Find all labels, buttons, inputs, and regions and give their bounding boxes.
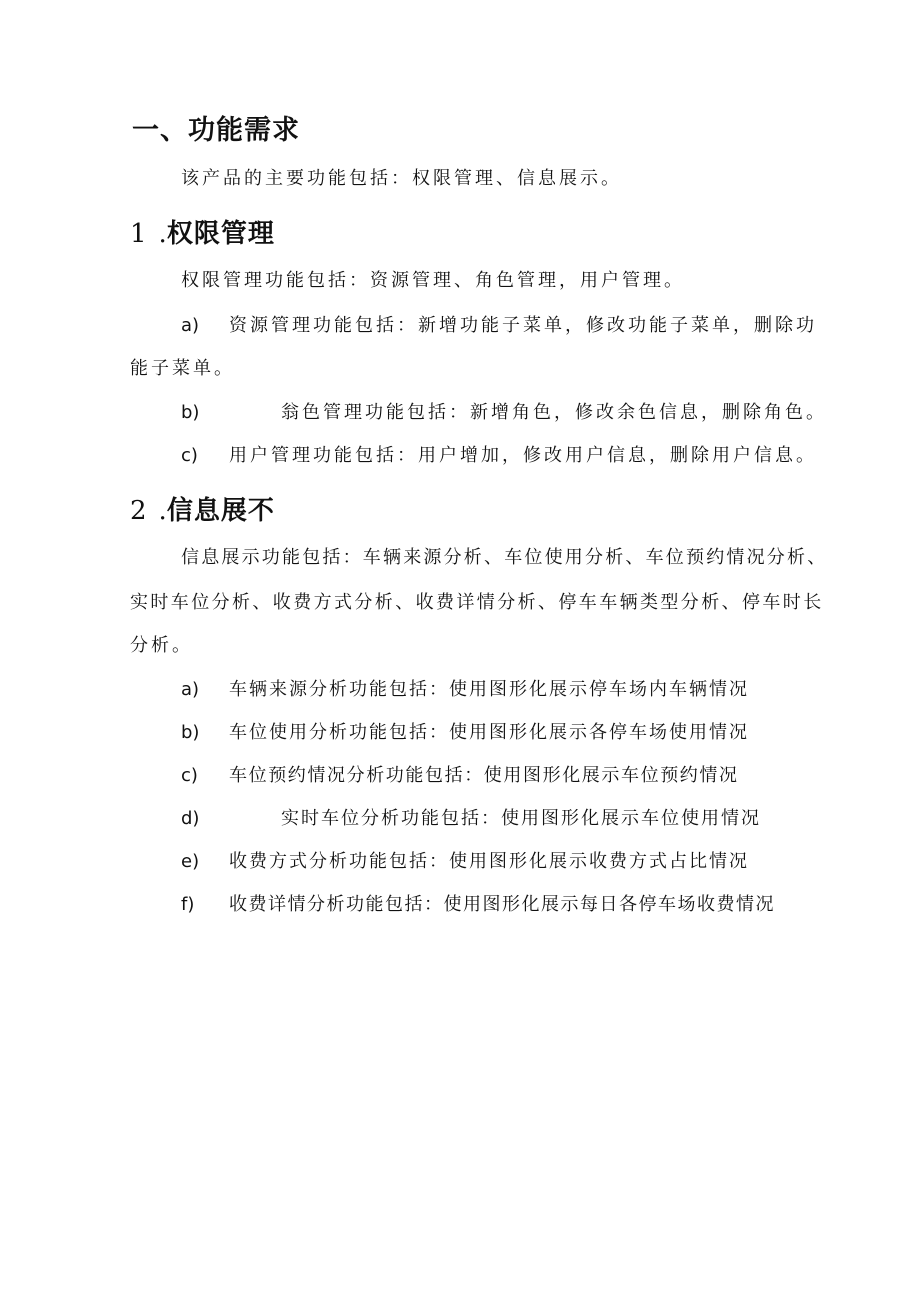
info-intro-line: 分析。	[130, 635, 193, 656]
permission-item-text: 用户管理功能包括：用户增加，修改用户信息，删除用户信息。	[229, 445, 817, 466]
info-item-marker: f)	[181, 894, 195, 915]
info-item-marker: e)	[181, 851, 200, 872]
info-item-marker: d)	[181, 808, 200, 829]
info-heading	[130, 498, 275, 524]
permission-heading-text: 权限管理	[166, 219, 275, 249]
permission-item-marker: b)	[181, 402, 200, 423]
info-item-text: 收费方式分析功能包括：使用图形化展示收费方式占比情况	[229, 851, 749, 872]
info-item-marker: c)	[181, 765, 198, 786]
permission-item-continuation: 能子菜单。	[130, 358, 235, 379]
info-item-text: 车辆来源分析功能包括：使用图形化展示停车场内车辆情况	[229, 679, 749, 700]
permission-heading-dot: .	[158, 219, 167, 249]
permission-intro: 权限管理功能包括：资源管理、角色管理，用户管理。	[181, 270, 685, 291]
permission-item-marker: c)	[181, 445, 198, 466]
permission-item-marker: a)	[181, 315, 200, 336]
permission-item-text: 资源管理功能包括：新增功能子菜单，修改功能子菜单，删除功	[229, 315, 817, 336]
permission-item-text: 翁色管理功能包括：新增角色，修改余色信息，删除角色。	[281, 402, 827, 423]
info-item-text: 车位使用分析功能包括：使用图形化展示各停车场使用情况	[229, 722, 749, 743]
section-intro: 该产品的主要功能包括：权限管理、信息展示。	[181, 168, 622, 189]
info-intro-line: 实时车位分析、收费方式分析、收费详情分析、停车车辆类型分析、停车时长	[130, 592, 824, 613]
section-title: 一、功能需求	[132, 115, 300, 146]
info-intro-line: 信息展示功能包括：车辆来源分析、车位使用分析、车位预约情况分析、	[181, 547, 828, 568]
info-item-text: 实时车位分析功能包括：使用图形化展示车位使用情况	[281, 808, 761, 829]
permission-heading-number: 1	[130, 219, 147, 249]
info-heading-number: 2	[130, 496, 147, 526]
info-item-text: 收费详情分析功能包括：使用图形化展示每日各停车场收费情况	[229, 894, 775, 915]
permission-heading	[130, 221, 275, 247]
info-item-text: 车位预约情况分析功能包括：使用图形化展示车位预约情况	[229, 765, 739, 786]
info-item-marker: a)	[181, 679, 200, 700]
info-heading-dot: .	[158, 496, 167, 526]
info-item-marker: b)	[181, 722, 200, 743]
info-heading-text: 信息展不	[166, 496, 275, 526]
